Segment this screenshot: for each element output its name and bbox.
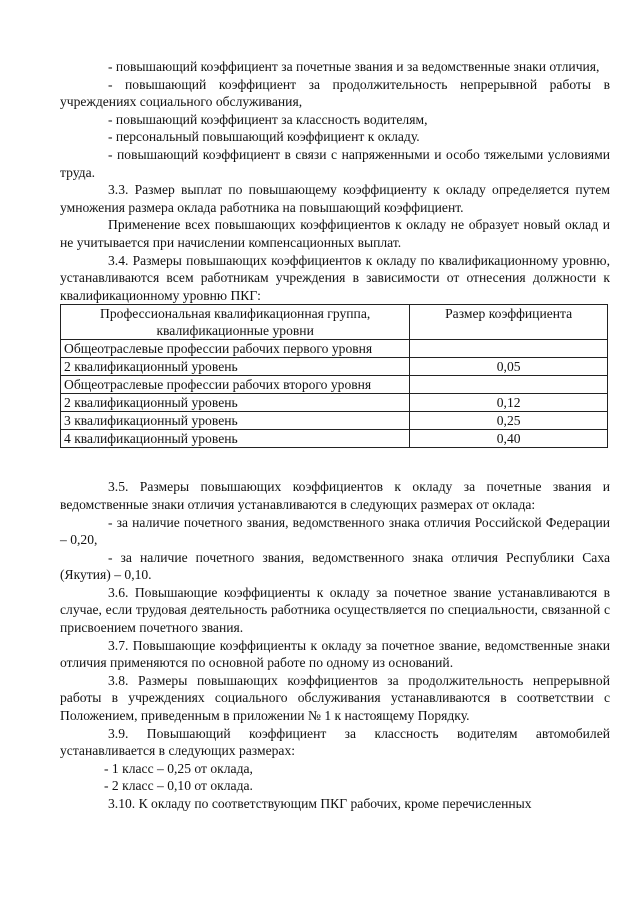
paragraph: - 1 класс – 0,25 от оклада,: [104, 760, 253, 776]
paragraph: - повышающий коэффициент за почетные звания и за ведомственные знаки отличия,: [108, 59, 600, 74]
text-block-bottom: [60, 478, 610, 812]
table-row: [61, 376, 608, 394]
table-cell-group: 2 квалификационный уровень: [61, 358, 410, 376]
paragraph: 3.6. Повышающие коэффициенты к окладу за почетное звание устанавливаются в случае, если трудовая деятельность работника осуществляется по специальности, связанной с присвоением почетного звания.: [60, 584, 610, 636]
paragraph: 3.9. Повышающий коэффициент за классность водителям автомобилей устанавливается в следующих размерах:: [60, 725, 610, 759]
table-header-row: [61, 305, 608, 340]
table-row: [61, 412, 608, 430]
paragraph: - персональный повышающий коэффициент к окладу.: [108, 129, 420, 145]
paragraph: - за наличие почетного звания, ведомственного знака отличия Российской Федерации – 0,20,: [60, 514, 610, 548]
table-cell-group: 4 квалификационный уровень: [61, 430, 410, 448]
paragraph: Применение всех повышающих коэффициентов к окладу не образует новый оклад и не учитывается при начислении компенсационных выплат.: [60, 217, 610, 250]
paragraph: 3.8. Размеры повышающих коэффициентов за продолжительность непрерывной работы в учреждениях социального обслуживания устанавливаются в соответствии с Положением, приведенным в приложении № 1 к настоящему Порядку.: [60, 672, 610, 724]
paragraph: - повышающий коэффициент за продолжительность непрерывной работы в учреждениях социального обслуживания,: [60, 76, 610, 110]
table-row: [61, 430, 608, 448]
table-cell-group: 3 квалификационный уровень: [61, 412, 410, 430]
table-cell-group: Общеотраслевые профессии рабочих второго уровня: [61, 376, 410, 394]
table-cell-coefficient: 0,12: [410, 394, 608, 412]
table-cell-coefficient: 0,40: [410, 430, 608, 448]
table-cell-coefficient: [410, 376, 608, 394]
table-header-coefficient: Размер коэффициента: [410, 305, 608, 340]
table-row: [61, 358, 608, 376]
paragraph: - повышающий коэффициент за классность водителям,: [108, 111, 428, 127]
table-cell-coefficient: 0,05: [410, 358, 608, 376]
paragraph: 3.3. Размер выплат по повышающему коэффициенту к окладу определяется путем умножения размера оклада работника на повышающий коэффициент.: [60, 182, 610, 215]
table-cell-group: Общеотраслевые профессии рабочих первого уровня: [61, 340, 410, 358]
coefficient-table: [60, 304, 608, 448]
paragraph: - повышающий коэффициент в связи с напряженными и особо тяжелыми условиями труда.: [60, 146, 610, 180]
table-row: [61, 394, 608, 412]
paragraph: 3.4. Размеры повышающих коэффициентов к окладу по квалификационному уровню, устанавливаются всем работникам учреждения в зависимости от отнесения должности к квалификационному уровню ПКГ:: [60, 252, 610, 303]
table-cell-coefficient: 0,25: [410, 412, 608, 430]
paragraph: 3.7. Повышающие коэффициенты к окладу за почетное звание, ведомственные знаки отличия применяются по основной работе по одному из оснований.: [60, 637, 610, 671]
document-page: [60, 58, 610, 813]
paragraph: 3.5. Размеры повышающих коэффициентов к окладу за почетные звания и ведомственные знаки отличия устанавливаются в следующих размерах от оклада:: [60, 479, 610, 512]
table-header-group: Профессиональная квалификационная группа, квалификационные уровни: [61, 305, 410, 340]
table-row: [61, 340, 608, 358]
paragraph: 3.10. К окладу по соответствующим ПКГ рабочих, кроме перечисленных: [108, 796, 532, 811]
text-block-top: [60, 58, 610, 304]
table-cell-coefficient: [410, 340, 608, 358]
table-spacer: [60, 448, 610, 478]
table-cell-group: 2 квалификационный уровень: [61, 394, 410, 412]
paragraph: - 2 класс – 0,10 от оклада.: [104, 778, 253, 794]
paragraph: - за наличие почетного звания, ведомственного знака отличия Республики Саха (Якутия) – 0,10.: [60, 549, 610, 583]
